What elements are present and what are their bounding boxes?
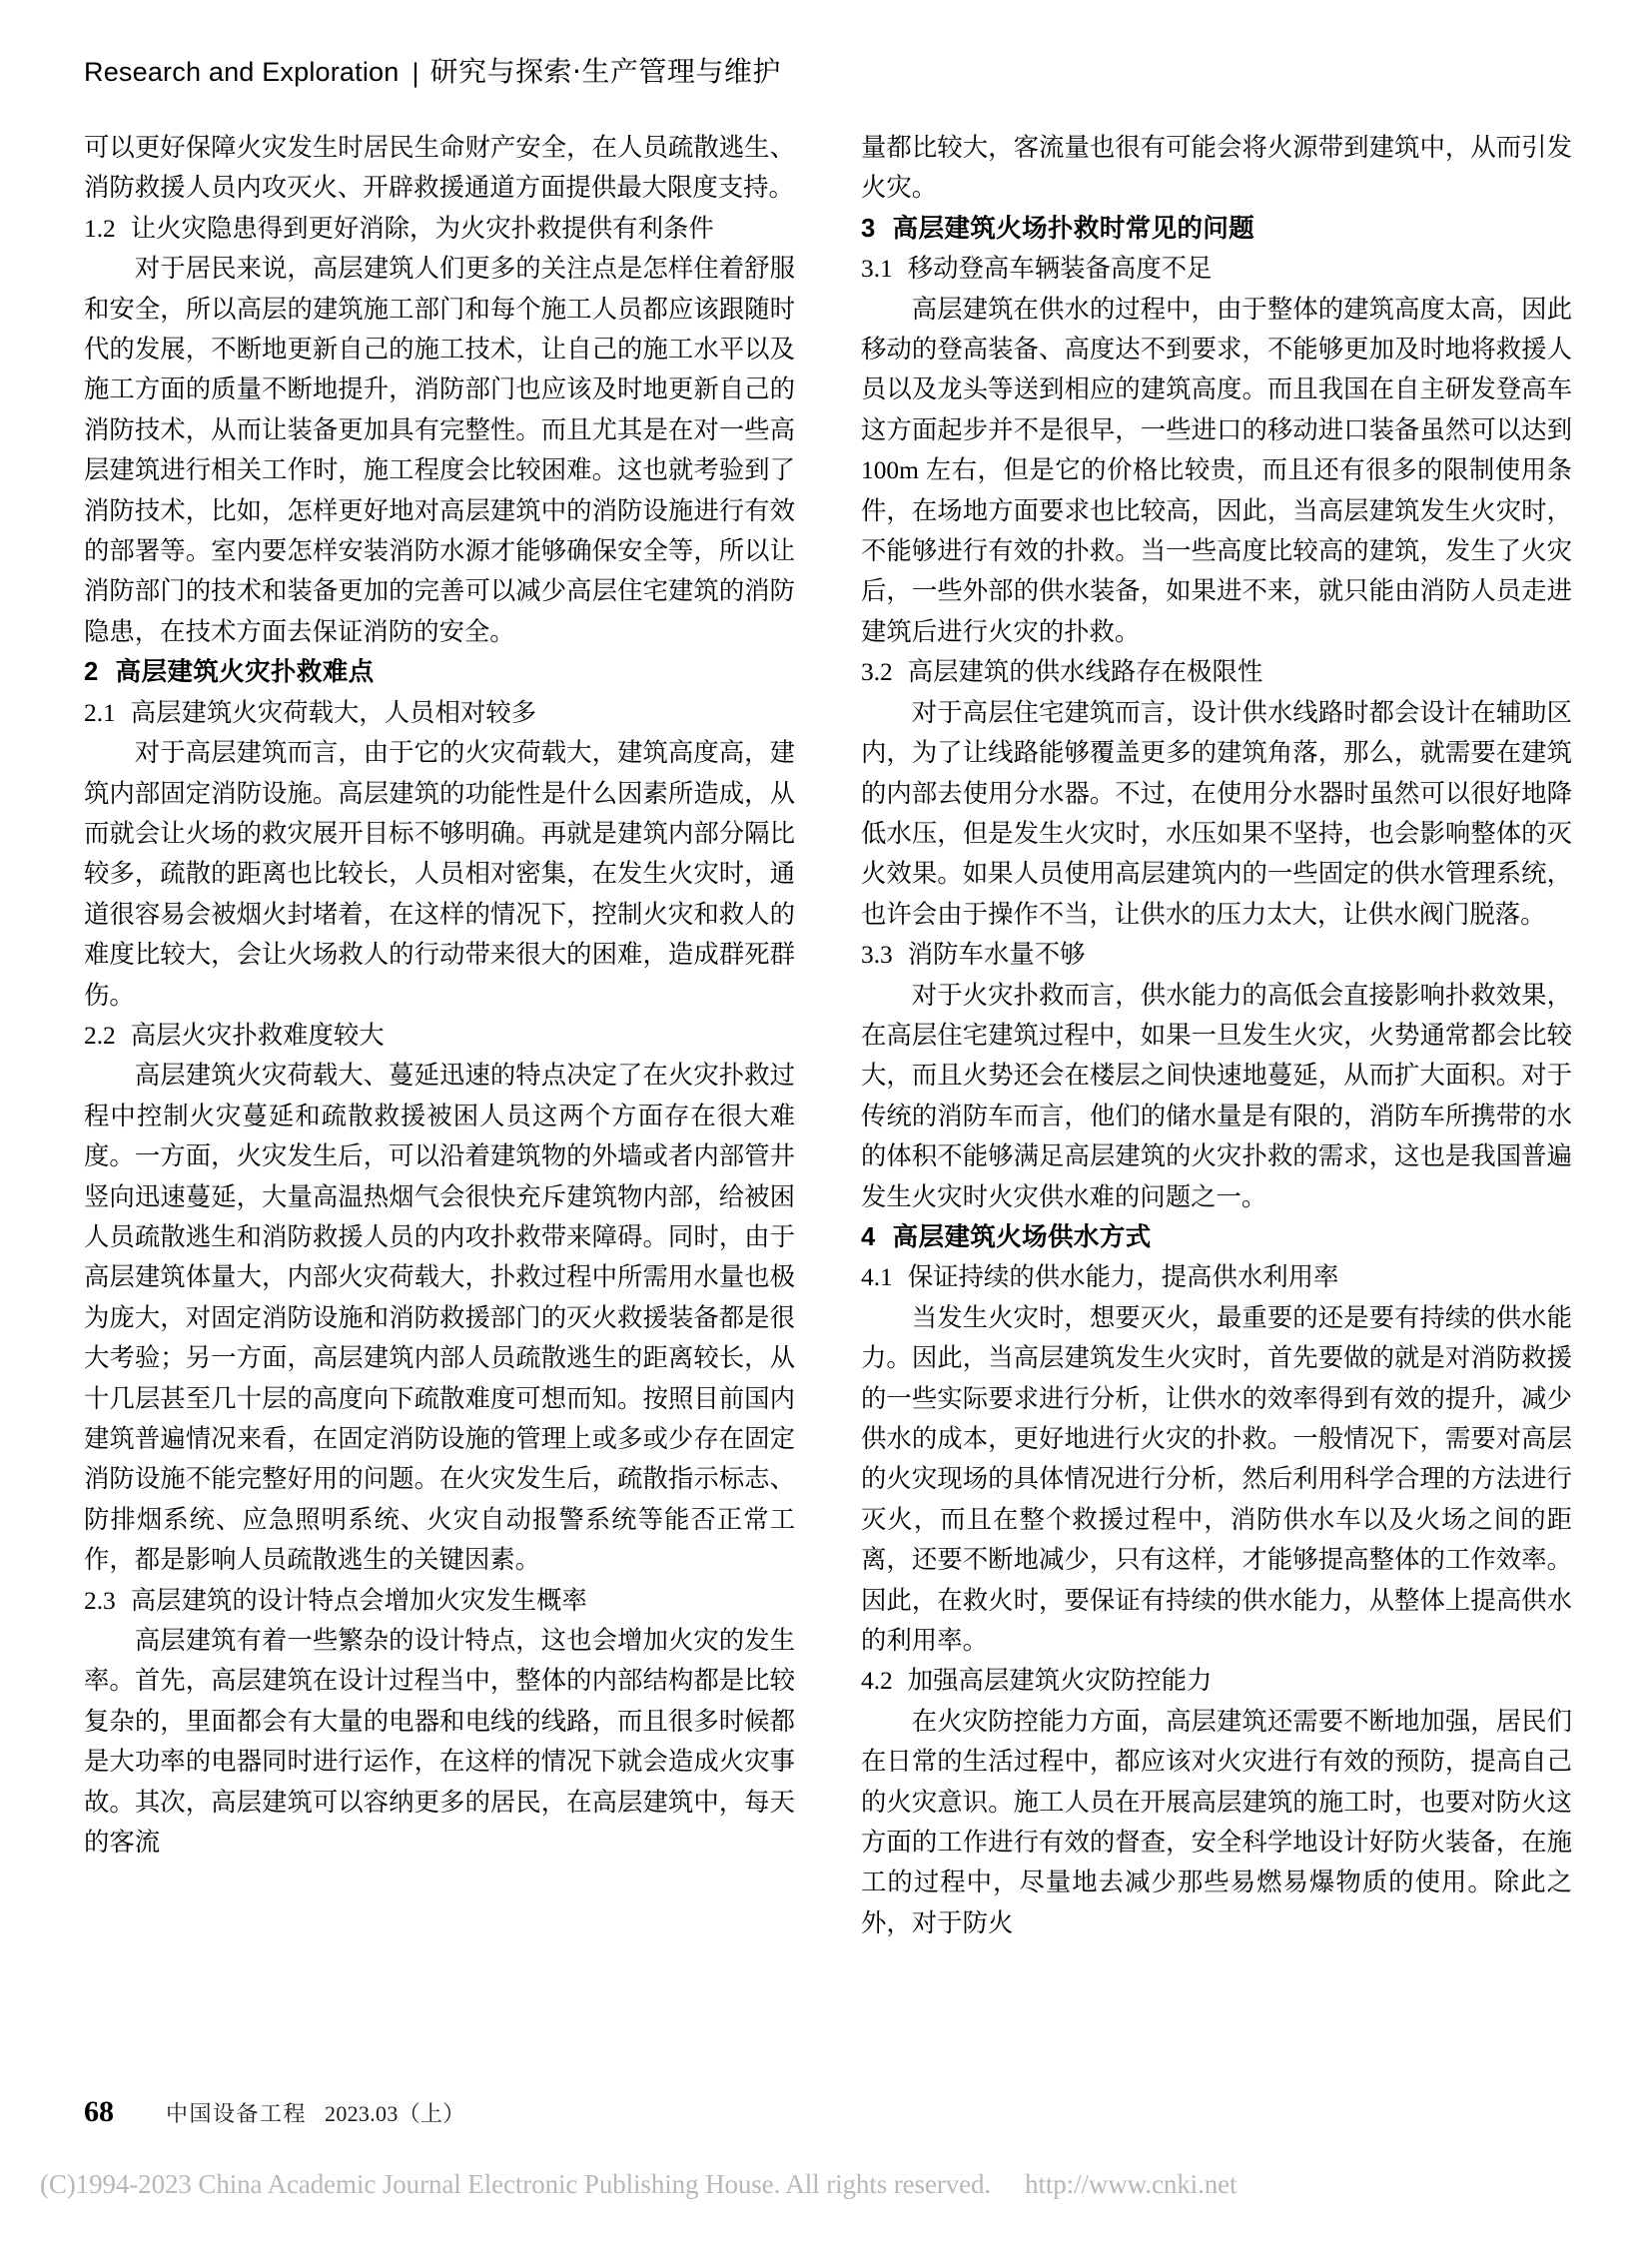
subsection-heading-text: 高层建筑的设计特点会增加火灾发生概率 (130, 1586, 587, 1615)
subsection-heading-number: 3.3 (861, 941, 893, 970)
subsection-heading-number: 3.2 (861, 658, 893, 687)
body-paragraph: 高层建筑有着一些繁杂的设计特点，这也会增加火灾的发生率。首先，高层建筑在设计过程当中，整体的内部结构都是比较复杂的，里面都会有大量的电器和电线的线路，而且很多时候都是大功率的电器同时进行运作，在这样的情况下就会造成火灾事故。其次，高层建筑可以容纳更多的居民，在高层建筑中，每天的客流 (84, 1627, 795, 1858)
body-paragraph: 当发生火灾时，想要灭火，最重要的还是要有持续的供水能力。因此，当高层建筑发生火灾时，首先要做的就是对消防救援的一些实际要求进行分析，让供水的效率得到有效的提升，减少供水的成本，更好地进行火灾的扑救。一般情况下，需要对高层的火灾现场的具体情况进行分析，然后利用科学合理的方法进行灭火，而且在整个救援过程中，消防供水车以及火场之间的距离，还要不断地减少，只有这样，才能够提高整体的工作效率。因此，在救火时，要保证有持续的供水能力，从整体上提高供水的利用率。 (861, 1303, 1572, 1656)
subsection-heading-number: 4.2 (861, 1667, 893, 1696)
subsection-heading (861, 652, 1572, 692)
section-heading-text: 高层建筑火灾扑救难点 (115, 657, 375, 688)
subsection-heading-text: 高层火灾扑救难度较大 (130, 1021, 385, 1050)
body-paragraph: 对于高层建筑而言，由于它的火灾荷载大，建筑高度高，建筑内部固定消防设施。高层建筑的功能性是什么因素所造成，从而就会让火场的救灾展开目标不够明确。再就是建筑内部分隔比较多，疏散的距离也比较长，人员相对密集，在发生火灾时，通道很容易会被烟火封堵着，在这样的情况下，控制火灾和救人的难度比较大，会让火场救人的行动带来很大的困难，造成群死群伤。 (84, 739, 795, 1010)
section-heading (861, 209, 1572, 249)
body-paragraph: 高层建筑在供水的过程中，由于整体的建筑高度太高，因此移动的登高装备、高度达不到要求，不能够更加及时地将救援人员以及龙头等送到相应的建筑高度。而且我国在自主研发登高车这方面起步并不是很早，一些进口的移动进口装备虽然可以达到 100m 左右，但是它的价格比较贵，而且还有很多的限制使用条件，在场地方面要求也比较高，因此，当高层建筑发生火灾时，不能够进行有效的扑救。当一些高度比较高的建筑，发生了火灾后，一些外部的供水装备，如果进不来，就只能由消防人员走进建筑后进行火灾的扑救。 (861, 295, 1572, 646)
section-heading-number: 4 (861, 1222, 876, 1251)
section-heading-text: 高层建筑火场供水方式 (892, 1221, 1152, 1252)
subsection-heading-number: 3.1 (861, 255, 893, 284)
journal-issue: 2023.03（上） (325, 2101, 465, 2126)
body-paragraph: 高层建筑火灾荷载大、蔓延迅速的特点决定了在火灾扑救过程中控制火灾蔓延和疏散救援被困人员这两个方面存在很大难度。一方面，火灾发生后，可以沿着建筑物的外墙或者内部管井竖向迅速蔓延，大量高温热烟气会很快充斥建筑物内部，给被困人员疏散逃生和消防救援人员的内攻扑救带来障碍。同时，由于高层建筑体量大，内部火灾荷载大，扑救过程中所需用水量也极为庞大，对固定消防设施和消防救援部门的灭火救援装备都是很大考验；另一方面，高层建筑内部人员疏散逃生的距离较长，从十几层甚至几十层的高度向下疏散难度可想而知。按照目前国内建筑普遍情况来看，在固定消防设施的管理上或多或少存在固定消防设施不能完整好用的问题。在火灾发生后，疏散指示标志、防排烟系统、应急照明系统、火灾自动报警系统等能否正常工作，都是影响人员疏散逃生的关键因素。 (84, 1062, 795, 1575)
body-paragraph: 对于居民来说，高层建筑人们更多的关注点是怎样住着舒服和安全，所以高层的建筑施工部门和每个施工人员都应该跟随时代的发展，不断地更新自己的施工技术，让自己的施工水平以及施工方面的质量不断地提升，消防部门也应该及时地更新自己的消防技术，从而让装备更加具有完整性。而且尤其是在对一些高层建筑进行相关工作时，施工程度会比较困难。这也就考验到了消防技术，比如，怎样更好地对高层建筑中的消防设施进行有效的部署等。室内要怎样安装消防水源才能够确保安全等，所以让消防部门的技术和装备更加的完善可以减少高层住宅建筑的消防隐患，在技术方面去保证消防的安全。 (84, 255, 795, 646)
subsection-heading-number: 2.3 (84, 1586, 116, 1615)
running-head-english: Research and Exploration (84, 57, 400, 87)
copyright-notice (40, 2169, 1458, 2209)
body-paragraph: 对于火灾扑救而言，供水能力的高低会直接影响扑救效果，在高层住宅建筑过程中，如果一旦发生火灾，火势通常都会比较大，而且火势还会在楼层之间快速地蔓延，从而扩大面积。对于传统的消防车而言，他们的储水量是有限的，消防车所携带的水的体积不能够满足高层建筑的火灾扑救的需求，这也是我国普遍发生火灾时火灾供水难的问题之一。 (861, 981, 1572, 1211)
subsection-heading (84, 1016, 795, 1056)
subsection-heading (84, 209, 795, 249)
subsection-heading-text: 消防车水量不够 (907, 941, 1086, 970)
subsection-heading-text: 让火灾隐患得到更好消除，为火灾扑救提供有利条件 (130, 214, 714, 243)
body-columns (84, 128, 1572, 2025)
body-paragraph: 在火灾防控能力方面，高层建筑还需要不断地加强，居民们在日常的生活过程中，都应该对火灾进行有效的预防，提高自己的火灾意识。施工人员在开展高层建筑的施工时，也要对防火这方面的工作进行有效的督查，安全科学地设计好防火装备，在施工的过程中，尽量地去减少那些易燃易爆物质的使用。除此之外，对于防火 (861, 1707, 1572, 1937)
copyright-url: http://www.cnki.net (1025, 2169, 1238, 2199)
section-heading (861, 1217, 1572, 1257)
running-head-separator: | (412, 58, 419, 88)
subsection-heading (861, 935, 1572, 975)
copyright-text: (C)1994-2023 China Academic Journal Electronic Publishing House. All rights reserved. (40, 2169, 992, 2199)
subsection-heading-number: 4.1 (861, 1263, 893, 1292)
subsection-heading (84, 693, 795, 733)
page-footer (84, 2095, 1083, 2135)
subsection-heading-number: 2.2 (84, 1021, 116, 1050)
subsection-heading-text: 高层建筑火灾荷载大，人员相对较多 (130, 698, 536, 727)
subsection-heading-text: 移动登高车辆装备高度不足 (907, 255, 1213, 284)
right-column (861, 128, 1572, 2025)
section-heading-number: 2 (84, 658, 99, 687)
section-heading-text: 高层建筑火场扑救时常见的问题 (892, 213, 1255, 244)
body-paragraph: 可以更好保障火灾发生时居民生命财产安全，在人员疏散逃生、消防救援人员内攻灭火、开辟救援通道方面提供最大限度支持。 (84, 134, 795, 203)
subsection-heading-text: 保证持续的供水能力，提高供水利用率 (907, 1263, 1339, 1292)
subsection-heading (861, 1661, 1572, 1701)
subsection-heading-number: 1.2 (84, 214, 116, 243)
body-paragraph: 量都比较大，客流量也很有可能会将火源带到建筑中，从而引发火灾。 (861, 134, 1572, 203)
running-head-chinese: 研究与探索·生产管理与维护 (429, 55, 781, 88)
left-column (84, 128, 795, 2025)
body-paragraph: 对于高层住宅建筑而言，设计供水线路时都会设计在辅助区内，为了让线路能够覆盖更多的建筑角落，那么，就需要在建筑的内部去使用分水器。不过，在使用分水器时虽然可以很好地降低水压，但是发生火灾时，水压如果不坚持，也会影响整体的灭火效果。如果人员使用高层建筑内的一些固定的供水管理系统，也许会由于操作不当，让供水的压力太大，让供水阀门脱落。 (861, 698, 1572, 929)
journal-name: 中国设备工程 (166, 2102, 308, 2127)
section-heading (84, 652, 795, 692)
subsection-heading (861, 249, 1572, 289)
subsection-heading (84, 1581, 795, 1621)
page-number: 68 (84, 2095, 114, 2128)
subsection-heading-text: 加强高层建筑火灾防控能力 (907, 1667, 1213, 1696)
subsection-heading-number: 2.1 (84, 698, 116, 727)
subsection-heading (861, 1257, 1572, 1297)
subsection-heading-text: 高层建筑的供水线路存在极限性 (907, 658, 1263, 687)
section-heading-number: 3 (861, 214, 876, 243)
running-head (84, 50, 1572, 94)
